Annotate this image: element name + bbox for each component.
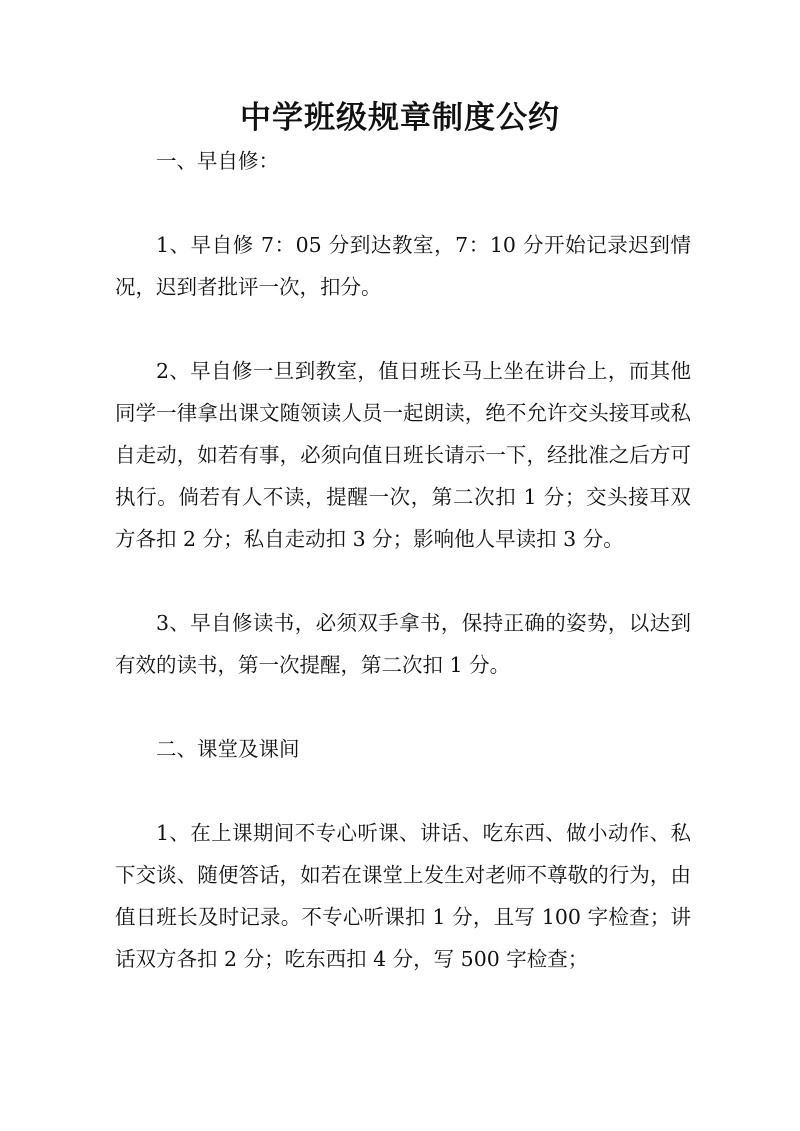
section-heading-classroom: 二、课堂及课间 [156,737,300,761]
document-title: 中学班级规章制度公约 [240,100,560,136]
section-heading-morning-study: 一、早自修： [156,149,279,173]
rule-paragraph-classroom-1: 1、在上课期间不专心听课、讲话、吃东西、做小动作、私下交谈、随便答话，如若在课堂上发生对老师不尊敬的行为，由值日班长及时记录。不专心听课扣 1 分，且写 100 字检查；讲话双方各扣 2 分；吃东西扣 4 分，写 500 字检查； [115,821,691,971]
rule-paragraph-2: 2、早自修一旦到教室，值日班长马上坐在讲台上，而其他同学一律拿出课文随领读人员一起朗读，绝不允许交头接耳或私自走动，如若有事，必须向值日班长请示一下，经批准之后方可执行。倘若有人不读，提醒一次，第二次扣 1 分；交头接耳双方各扣 2 分；私自走动扣 3 分；影响他人早读扣 3 分。 [115,359,691,551]
rule-paragraph-3: 3、早自修读书，必须双手拿书，保持正确的姿势，以达到有效的读书，第一次提醒，第二次扣 1 分。 [115,611,691,677]
rule-paragraph-1: 1、早自修 7：05 分到达教室，7：10 分开始记录迟到情况，迟到者批评一次，扣分。 [115,233,691,299]
document-body [115,140,691,1022]
